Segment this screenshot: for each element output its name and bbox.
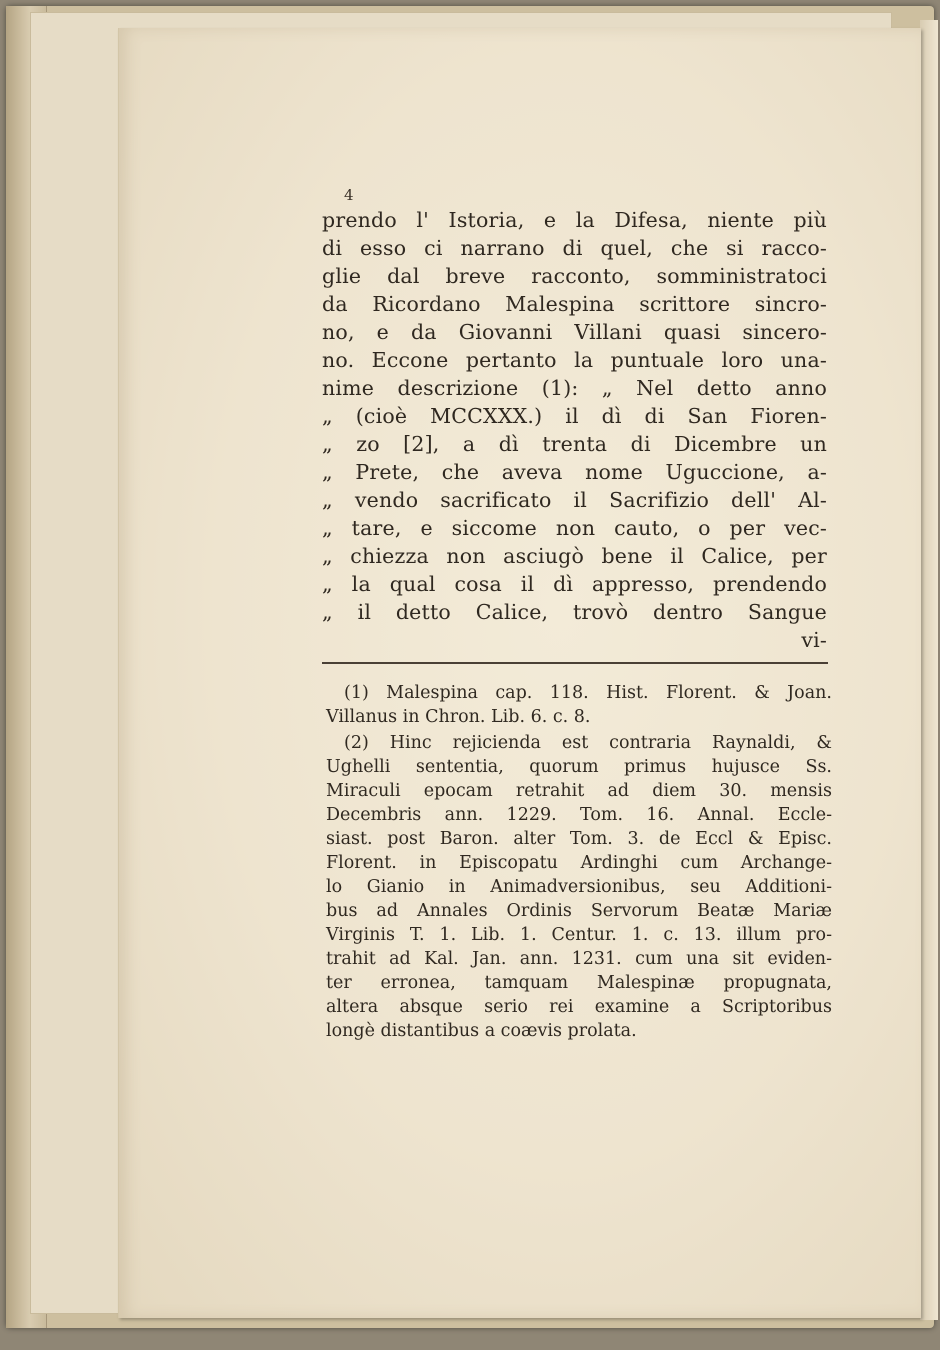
footnote-line: bus ad Annales Ordinis Servorum Beatæ Mariæ [326, 901, 832, 921]
footnote-line: Miraculi epocam retrahit ad diem 30. mensis [326, 781, 832, 801]
footnote-line: Florent. in Episcopatu Ardinghi cum Archange- [326, 853, 832, 873]
footnote-line: ter erronea, tamquam Malespinæ propugnata, [326, 973, 832, 993]
footnote-line: trahit ad Kal. Jan. ann. 1231. cum una sit eviden- [326, 949, 832, 969]
footnote-line: Ughelli sententia, quorum primus hujusce Ss. [326, 757, 832, 777]
footnote-line: Villanus in Chron. Lib. 6. c. 8. [326, 707, 591, 727]
footnote-line: altera absque serio rei examine a Scriptoribus [326, 997, 832, 1017]
text-line: „ tare, e siccome non cauto, o per vec- [322, 516, 827, 540]
text-line: „ Prete, che aveva nome Uguccione, a- [322, 460, 827, 484]
text-line: no, e da Giovanni Villani quasi sincero- [322, 320, 827, 344]
footnote-line: Decembris ann. 1229. Tom. 16. Annal. Eccle- [326, 805, 832, 825]
footnote-rule [322, 662, 828, 664]
footnote-line: siast. post Baron. alter Tom. 3. de Eccl & Episc. [326, 829, 832, 849]
page-number: 4 [344, 186, 354, 204]
text-line: nime descrizione (1): „ Nel detto anno [322, 376, 827, 400]
text-line: di esso ci narrano di quel, che si racco- [322, 236, 827, 260]
text-line: no. Eccone pertanto la puntuale loro una- [322, 348, 827, 372]
facing-page-edge [920, 20, 938, 1320]
text-line: „ vendo sacrificato il Sacrifizio dell' Al- [322, 488, 827, 512]
footnote-line: longè distantibus a coævis prolata. [326, 1021, 637, 1041]
footnote-line: (1) Malespina cap. 118. Hist. Florent. & Joan. [344, 683, 832, 703]
text-line: „ zo [2], a dì trenta di Dicembre un [322, 432, 827, 456]
text-line: „ (cioè MCCXXX.) il dì di San Fioren- [322, 404, 827, 428]
text-line: „ la qual cosa il dì appresso, prendendo [322, 572, 827, 596]
text-line: prendo l' Istoria, e la Difesa, niente più [322, 208, 827, 232]
footnote-line: (2) Hinc rejicienda est contraria Raynaldi, & [344, 733, 832, 753]
text-line: „ chiezza non asciugò bene il Calice, per [322, 544, 827, 568]
catchword: vi- [801, 628, 827, 652]
text-line: glie dal breve racconto, somministratoci [322, 264, 827, 288]
footnote-line: lo Gianio in Animadversionibus, seu Additioni- [326, 877, 832, 897]
text-line: „ il detto Calice, trovò dentro Sangue [322, 600, 827, 624]
footnote-line: Virginis T. 1. Lib. 1. Centur. 1. c. 13. illum pro- [326, 925, 832, 945]
text-line: da Ricordano Malespina scrittore sincro- [322, 292, 827, 316]
